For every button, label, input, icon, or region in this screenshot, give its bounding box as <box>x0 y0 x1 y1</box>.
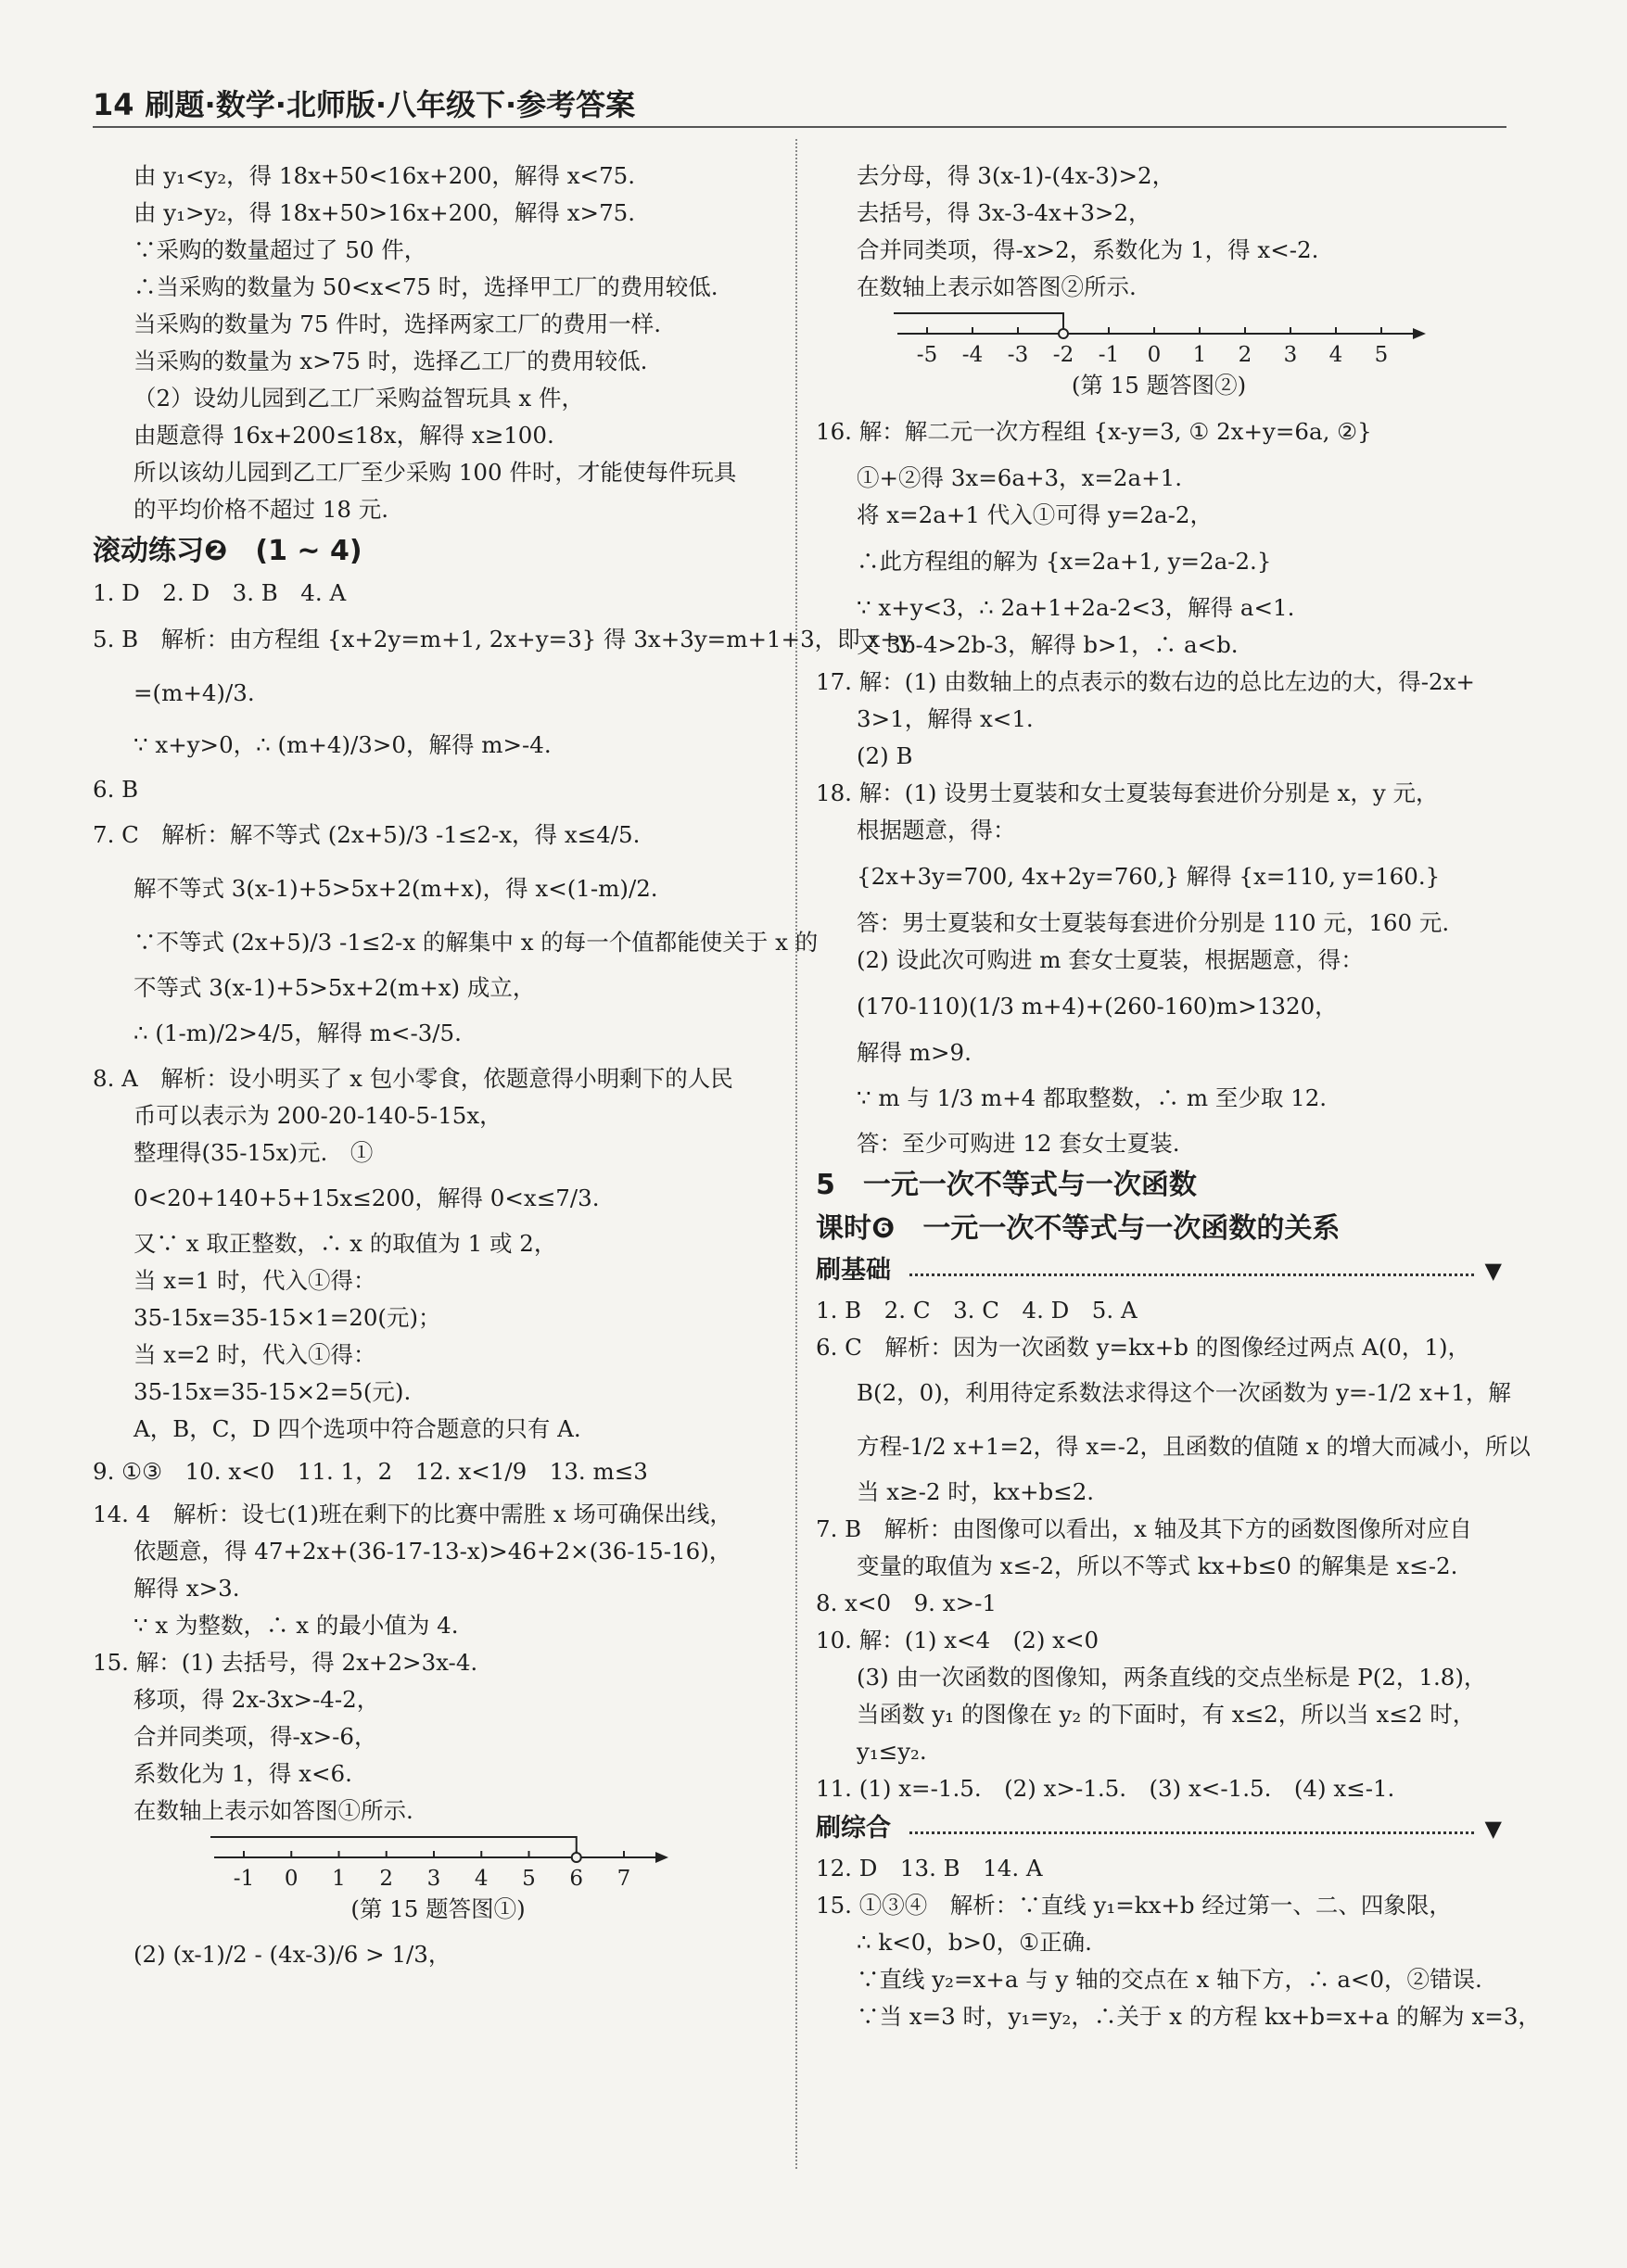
text-line: 当采购的数量为 x>75 时，选择乙工厂的费用较低. <box>133 348 648 374</box>
text-line: 的平均价格不超过 18 元. <box>133 496 389 523</box>
text-line: 由题意得 16x+200≤18x，解得 x≥100. <box>133 422 554 449</box>
text-line: 又∵ x 取正整数，∴ x 的取值为 1 或 2， <box>133 1230 557 1257</box>
text-line: ∵采购的数量超过了 50 件， <box>133 236 427 263</box>
figure-caption: (第 15 题答图①) <box>350 1895 526 1922</box>
text-line: ∴当采购的数量为 50<x<75 时，选择甲工厂的费用较低. <box>133 273 718 300</box>
tick-label: -1 <box>1098 343 1120 367</box>
tick-label: 5 <box>521 1867 536 1891</box>
figure-caption: (第 15 题答图②) <box>1071 372 1247 399</box>
subsection-bar <box>816 1807 1502 1850</box>
tick-label: -5 <box>916 343 938 367</box>
text-line: 0<20+140+5+15x≤200，解得 0<x≤7/3. <box>133 1185 600 1211</box>
text-line: A，B，C，D 四个选项中符合题意的只有 A. <box>133 1415 581 1442</box>
arrow-right-icon <box>1413 328 1426 339</box>
text-line: 答：男士夏装和女士夏装每套进价分别是 110 元，160 元. <box>857 909 1450 936</box>
dotted-leader <box>909 1831 1474 1834</box>
text-line: 币可以表示为 200-20-140-5-15x， <box>133 1102 502 1129</box>
answer-line: 6. C 解析：因为一次函数 y=kx+b 的图像经过两点 A(0，1)， <box>816 1334 1470 1361</box>
answer-line: 7. B 解析：由图像可以看出，x 轴及其下方的函数图像所对应自 <box>816 1515 1472 1542</box>
text-line: 将 x=2a+1 代入①可得 y=2a-2， <box>857 501 1213 528</box>
text-line: 在数轴上表示如答图①所示. <box>133 1797 413 1824</box>
text-line: ∵ x+y>0，∴ (m+4)/3>0，解得 m>-4. <box>133 731 552 758</box>
text-line: {2x+3y=700, 4x+2y=760,} 解得 {x=110, y=160.} <box>857 863 1441 890</box>
text-line: ①+②得 3x=6a+3，x=2a+1. <box>857 464 1183 491</box>
text-line: (2) B <box>857 742 913 769</box>
triangle-down-icon: ▼ <box>1484 1816 1502 1842</box>
boundary-point <box>1059 329 1068 338</box>
answer-line: 10. 解：(1) x<4 (2) x<0 <box>816 1627 1099 1653</box>
answer-line: 16. 解：解二元一次方程组 {x-y=3, ① 2x+y=6a, ②} <box>816 418 1372 445</box>
section-heading: 5 一元一次不等式与一次函数 <box>816 1169 1197 1201</box>
section-heading: 滚动练习❷ (1 ~ 4) <box>93 535 362 567</box>
solution-bracket <box>210 1837 577 1853</box>
text-line: 当采购的数量为 75 件时，选择两家工厂的费用一样. <box>133 310 662 337</box>
text-line: ∵当 x=3 时，y₁=y₂，∴关于 x 的方程 kx+b=x+a 的解为 x=3， <box>857 2003 1541 2030</box>
text-line: 整理得(35-15x)元. ① <box>133 1139 374 1166</box>
text-line: 3>1，解得 x<1. <box>857 705 1034 732</box>
text-line: 方程-1/2 x+1=2，得 x=-2，且函数的值随 x 的增大而减小，所以 <box>857 1433 1531 1460</box>
text-line: ∵ x+y<3，∴ 2a+1+2a-2<3，解得 a<1. <box>857 594 1295 621</box>
header-rule <box>93 126 1506 128</box>
text-line: 根据题意，得： <box>857 817 1016 843</box>
text-line: 系数化为 1，得 x<6. <box>133 1760 352 1787</box>
tick-label: 2 <box>1238 343 1252 367</box>
text-line: 不等式 3(x-1)+5>5x+2(m+x) 成立， <box>133 974 536 1001</box>
tick-label: 1 <box>331 1867 346 1891</box>
text-line: 依题意，得 47+2x+(36-17-13-x)>46+2×(36-15-16)， <box>133 1538 732 1565</box>
text-line: 35-15x=35-15×1=20(元)； <box>133 1304 441 1331</box>
page-number: 14 <box>93 87 134 122</box>
answer-line: 12. D 13. B 14. A <box>816 1855 1043 1882</box>
right-column <box>816 158 1541 2035</box>
answer-line: 9. ①③ 10. x<0 11. 1，2 12. x<1/9 13. m≤3 <box>93 1458 648 1485</box>
text-line: 去括号，得 3x-3-4x+3>2， <box>857 199 1151 226</box>
text-line: ∵ m 与 1/3 m+4 都取整数，∴ m 至少取 12. <box>857 1084 1328 1111</box>
text-line: 合并同类项，得-x>-6， <box>133 1723 377 1750</box>
dotted-leader <box>909 1273 1474 1276</box>
tick-label: -3 <box>1007 343 1029 367</box>
answer-line: 11. (1) x=-1.5. (2) x>-1.5. (3) x<-1.5. (4) x≤-1. <box>816 1775 1395 1802</box>
answer-line: 15. 解：(1) 去括号，得 2x+2>3x-4. <box>93 1649 478 1676</box>
text-line: （2）设幼儿园到乙工厂采购益智玩具 x 件， <box>133 385 584 412</box>
answer-line: 18. 解：(1) 设男士夏装和女士夏装每套进价分别是 x，y 元， <box>816 779 1439 806</box>
number-line-1 <box>207 1833 670 1891</box>
tick-label: 4 <box>474 1867 489 1891</box>
lesson-heading: 课时❻ 一元一次不等式与一次函数的关系 <box>816 1212 1341 1245</box>
text-line: 变量的取值为 x≤-2，所以不等式 kx+b≤0 的解集是 x≤-2. <box>857 1552 1458 1579</box>
subsection-title: 刷基础 <box>816 1256 891 1285</box>
answer-line: 7. C 解析：解不等式 (2x+5)/3 -1≤2-x，得 x≤4/5. <box>93 821 641 848</box>
text-line: =(m+4)/3. <box>133 679 255 706</box>
text-line: ∵不等式 (2x+5)/3 -1≤2-x 的解集中 x 的每一个值都能使关于 x 的 <box>133 929 819 956</box>
text-line: ∵直线 y₂=x+a 与 y 轴的交点在 x 轴下方，∴ a<0，②错误. <box>857 1966 1482 1993</box>
text-line: (170-110)(1/3 m+4)+(260-160)m>1320， <box>857 993 1338 1020</box>
boundary-point <box>571 1853 580 1862</box>
tick-label: 0 <box>1147 343 1162 367</box>
text-line: 当 x≥-2 时，kx+b≤2. <box>857 1478 1095 1505</box>
text-line: 所以该幼儿园到乙工厂至少采购 100 件时，才能使每件玩具 <box>133 459 737 486</box>
text-line: 去分母，得 3(x-1)-(4x-3)>2， <box>857 162 1176 189</box>
answer-line: 15. ①③④ 解析：∵直线 y₁=kx+b 经过第一、二、四象限， <box>816 1892 1452 1919</box>
answer-line: 8. A 解析：设小明买了 x 包小零食，依题意得小明剩下的人民 <box>93 1065 733 1092</box>
text-line: 又 3b-4>2b-3，解得 b>1，∴ a<b. <box>857 631 1239 658</box>
text-line: 当 x=1 时，代入①得： <box>133 1267 376 1294</box>
solution-bracket <box>894 313 1063 329</box>
text-line: y₁≤y₂. <box>857 1738 927 1765</box>
tick-label: -4 <box>961 343 984 367</box>
tick-label: 6 <box>568 1867 583 1891</box>
tick-label: 7 <box>616 1867 630 1891</box>
text-line: 合并同类项，得-x>2，系数化为 1，得 x<-2. <box>857 236 1319 263</box>
number-line-2 <box>890 310 1428 367</box>
text-line: (2) 设此次可购进 m 套女士夏装，根据题意，得： <box>857 946 1364 973</box>
tick-label: -1 <box>233 1867 254 1891</box>
text-line: ∴此方程组的解为 {x=2a+1, y=2a-2.} <box>857 548 1272 575</box>
text-line: (2) (x-1)/2 - (4x-3)/6 > 1/3， <box>133 1941 451 1968</box>
triangle-down-icon: ▼ <box>1484 1258 1502 1284</box>
tick-label: 0 <box>284 1867 299 1891</box>
text-line: 由 y₁>y₂，得 18x+50>16x+200，解得 x>75. <box>133 199 636 226</box>
tick-label: 4 <box>1328 343 1343 367</box>
text-line: 当函数 y₁ 的图像在 y₂ 的下面时，有 x≤2，所以当 x≤2 时， <box>857 1701 1476 1728</box>
tick-label: 1 <box>1192 343 1207 367</box>
arrow-right-icon <box>655 1852 668 1863</box>
text-line: 35-15x=35-15×2=5(元). <box>133 1378 412 1405</box>
tick-label: 5 <box>1374 343 1389 367</box>
text-line: 当 x=2 时，代入①得： <box>133 1341 376 1368</box>
text-line: 解得 x>3. <box>133 1575 240 1602</box>
text-line: 由 y₁<y₂，得 18x+50<16x+200，解得 x<75. <box>133 162 636 189</box>
tick-label: 3 <box>1283 343 1298 367</box>
answer-line: 1. D 2. D 3. B 4. A <box>93 579 347 606</box>
answer-line: 17. 解：(1) 由数轴上的点表示的数右边的总比左边的大，得-2x+ <box>816 668 1475 695</box>
subsection-bar <box>816 1249 1502 1292</box>
page-header <box>93 82 635 124</box>
answer-line: 6. B <box>93 776 139 803</box>
text-line: 解得 m>9. <box>857 1039 972 1066</box>
tick-label: 3 <box>426 1867 440 1891</box>
text-line: (3) 由一次函数的图像知，两条直线的交点坐标是 P(2，1.8)， <box>857 1664 1487 1691</box>
header-title: 刷题·数学·北师版·八年级下·参考答案 <box>145 87 636 122</box>
tick-label: -2 <box>1052 343 1074 367</box>
subsection-title: 刷综合 <box>816 1814 891 1843</box>
tick-label: 2 <box>378 1867 393 1891</box>
text-line: ∴ (1-m)/2>4/5，解得 m<-3/5. <box>133 1020 462 1046</box>
text-line: ∵ x 为整数，∴ x 的最小值为 4. <box>133 1612 459 1639</box>
text-line: 在数轴上表示如答图②所示. <box>857 273 1137 300</box>
text-line: 答：至少可购进 12 套女士夏装. <box>857 1130 1180 1157</box>
answer-line: 1. B 2. C 3. C 4. D 5. A <box>816 1297 1138 1324</box>
answer-line: 14. 4 解析：设七(1)班在剩下的比赛中需胜 x 场可确保出线， <box>93 1501 732 1527</box>
text-line: 解不等式 3(x-1)+5>5x+2(m+x)，得 x<(1-m)/2. <box>133 875 658 902</box>
answer-line: 5. B 解析：由方程组 {x+2y=m+1, 2x+y=3} 得 3x+3y=m+1+3，即 x+y <box>93 626 912 653</box>
text-line: B(2，0)，利用待定系数法求得这个一次函数为 y=-1/2 x+1，解 <box>857 1379 1511 1406</box>
text-line: 移项，得 2x-3x>-4-2， <box>133 1686 380 1713</box>
text-line: ∴ k<0，b>0，①正确. <box>857 1929 1092 1956</box>
column-divider <box>795 139 797 2169</box>
answer-line: 8. x<0 9. x>-1 <box>816 1590 997 1616</box>
